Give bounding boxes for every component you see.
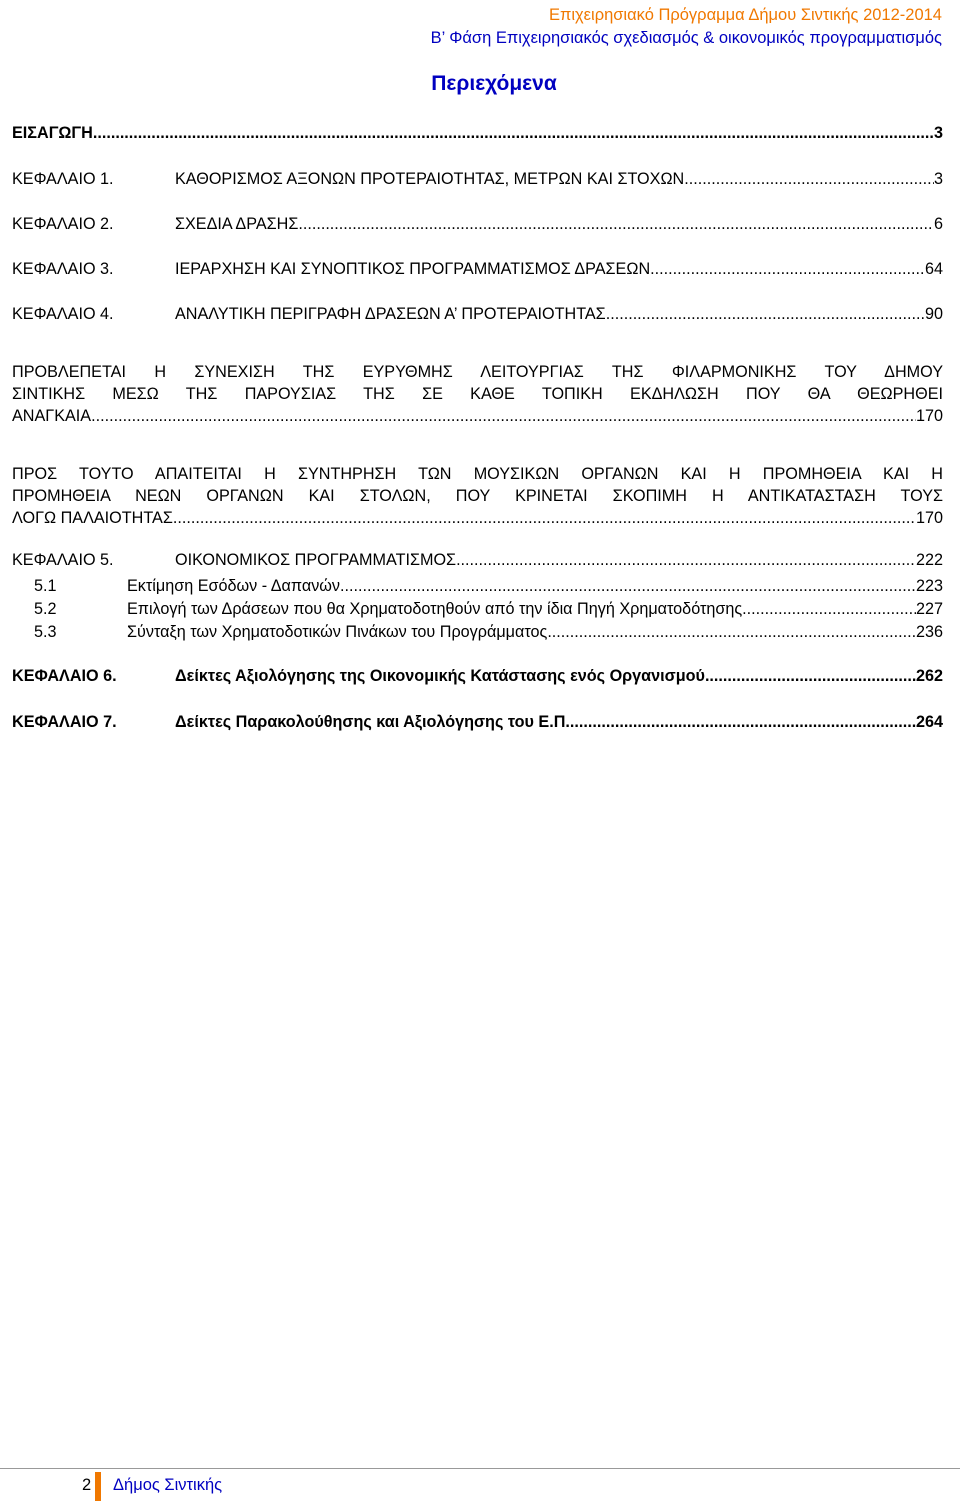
toc-entry-line: ΛΟΓΩ ΠΑΛΑΙΟΤΗΤΑΣ.	[12, 509, 178, 527]
toc-title: Περιεχόμενα	[431, 72, 557, 95]
toc-entry-text: Δείκτες Παρακολούθησης και Αξιολόγησης του Ε.Π.	[175, 713, 570, 731]
dot-leader	[93, 124, 934, 143]
toc-entry-page: 170	[915, 407, 943, 425]
dot-leader	[742, 600, 916, 619]
toc-entry-text: ΣΧΕΔΙΑ ΔΡΑΣΗΣ	[175, 215, 299, 233]
footer-municipality: Δήμος Σιντικής	[113, 1476, 223, 1494]
chapter-number: ΚΕΦΑΛΑΙΟ 3.	[12, 260, 114, 278]
toc-entry-text: ΑΝΑΛΥΤΙΚΗ ΠΕΡΙΓΡΑΦΗ ΔΡΑΣΕΩΝ Α’ ΠΡΟΤΕΡΑΙΟΤΗΤΑΣ	[175, 305, 606, 323]
chapter-number: ΚΕΦΑΛΑΙΟ 5.	[12, 551, 114, 569]
chapter-number: ΚΕΦΑΛΑΙΟ 7.	[12, 713, 117, 731]
dot-leader	[298, 215, 934, 234]
dot-leader	[606, 305, 925, 324]
toc-entry-section-5-2[interactable]	[34, 600, 943, 619]
toc-entry-section-5-3[interactable]	[34, 623, 943, 642]
section-number: 5.3	[34, 623, 57, 641]
toc-entry-text: Δείκτες Αξιολόγησης της Οικονομικής Κατάστασης ενός Οργανισμού	[175, 667, 705, 685]
dot-leader	[96, 405, 916, 427]
toc-entry-page: 262	[915, 667, 943, 685]
header-phase-title: Β’ Φάση Επιχειρησιακός σχεδιασμός & οικονομικός προγραμματισμός	[430, 29, 942, 47]
dot-leader	[650, 260, 925, 279]
section-number: 5.1	[34, 577, 57, 595]
toc-entry-line: ΑΝΑΓΚΑΙΑ.	[12, 407, 96, 425]
toc-entry-text: Επιλογή των Δράσεων που θα Χρηματοδοτηθούν από την ίδια Πηγή Χρηματοδότησης	[127, 600, 743, 618]
toc-entry-chapter-6[interactable]	[12, 667, 943, 686]
chapter-number: ΚΕΦΑΛΑΙΟ 1.	[12, 170, 114, 188]
toc-entry-chapter-7[interactable]	[12, 713, 943, 732]
dot-leader	[456, 551, 916, 570]
toc-entry-page: 223	[915, 577, 943, 595]
dot-leader	[684, 170, 934, 189]
toc-entry-page: 90	[924, 305, 943, 323]
toc-entry-chapter-2[interactable]	[12, 215, 943, 234]
toc-entry-last-line	[12, 405, 943, 427]
header-program-title: Επιχειρησιακό Πρόγραμμα Δήμου Σιντικής 2012-2014	[548, 6, 942, 24]
toc-entry-text: ΟΙΚΟΝΟΜΙΚΟΣ ΠΡΟΓΡΑΜΜΑΤΙΣΜΟΣ	[175, 551, 457, 569]
toc-entry-line: ΠΡΟΜΗΘΕΙΑ ΝΕΩΝ ΟΡΓΑΝΩΝ ΚΑΙ ΣΤΟΛΩΝ, ΠΟΥ ΚΡΙΝΕΤΑΙ ΣΚΟΠΙΜΗ Η ΑΝΤΙΚΑΤΑΣΤΑΣΗ ΤΟΥΣ	[12, 487, 943, 505]
chapter-number: ΚΕΦΑΛΑΙΟ 4.	[12, 305, 114, 323]
footer-rule	[0, 1468, 960, 1469]
toc-entry-text: Σύνταξη των Χρηματοδοτικών Πινάκων του Προγράμματος	[127, 623, 548, 641]
toc-entry-text: ΙΕΡΑΡΧΗΣΗ ΚΑΙ ΣΥΝΟΠΤΙΚΟΣ ΠΡΟΓΡΑΜΜΑΤΙΣΜΟΣ ΔΡΑΣΕΩΝ	[175, 260, 651, 278]
toc-entry-chapter-3[interactable]	[12, 260, 943, 279]
toc-entry-instruments[interactable]	[12, 463, 943, 529]
toc-entry-text: ΚΑΘΟΡΙΣΜΟΣ ΑΞΟΝΩΝ ΠΡΟΤΕΡΑΙΟΤΗΤΑΣ, ΜΕΤΡΩΝ ΚΑΙ ΣΤΟΧΩΝ	[175, 170, 685, 188]
toc-entry-chapter-1[interactable]	[12, 170, 943, 189]
toc-entry-chapter-5[interactable]	[12, 551, 943, 570]
dot-leader	[177, 507, 916, 529]
dot-leader	[547, 623, 916, 642]
toc-entry-page: 6	[933, 215, 943, 233]
toc-entry-page: 236	[915, 623, 943, 641]
footer-page-number: 2	[82, 1476, 92, 1494]
toc-entry-line: ΣΙΝΤΙΚΗΣ ΜΕΣΩ ΤΗΣ ΠΑΡΟΥΣΙΑΣ ΤΗΣ ΣΕ ΚΑΘΕ ΤΟΠΙΚΗ ΕΚΔΗΛΩΣΗ ΠΟΥ ΘΑ ΘΕΩΡΗΘΕΙ	[12, 385, 943, 403]
toc-entry-page: 264	[915, 713, 943, 731]
dot-leader	[340, 577, 916, 596]
section-number: 5.2	[34, 600, 57, 618]
toc-entry-line: ΠΡΟΣ ΤΟΥΤΟ ΑΠΑΙΤΕΙΤΑΙ Η ΣΥΝΤΗΡΗΣΗ ΤΩΝ ΜΟΥΣΙΚΩΝ ΟΡΓΑΝΩΝ ΚΑΙ Η ΠΡΟΜΗΘΕΙΑ ΚΑΙ Η	[12, 465, 943, 483]
toc-entry-last-line	[12, 507, 943, 529]
toc-entry-page: 222	[915, 551, 943, 569]
chapter-number: ΚΕΦΑΛΑΙΟ 2.	[12, 215, 114, 233]
toc-entry-section-5-1[interactable]	[34, 577, 943, 596]
toc-entry-line: ΠΡΟΒΛΕΠΕΤΑΙ Η ΣΥΝΕΧΙΣΗ ΤΗΣ ΕΥΡΥΘΜΗΣ ΛΕΙΤΟΥΡΓΙΑΣ ΤΗΣ ΦΙΛΑΡΜΟΝΙΚΗΣ ΤΟΥ ΔΗΜΟΥ	[12, 363, 943, 381]
toc-entry-page: 3	[933, 124, 943, 142]
toc-entry-philharmonic[interactable]	[12, 361, 943, 427]
toc-entry-text: Εκτίμηση Εσόδων - Δαπανών	[127, 577, 341, 595]
footer-accent-bar	[95, 1472, 101, 1501]
toc-entry-intro[interactable]	[12, 124, 943, 143]
dot-leader	[570, 713, 916, 732]
page-footer	[0, 1468, 960, 1502]
toc-entry-page: 170	[915, 509, 943, 527]
toc-entry-chapter-4[interactable]	[12, 305, 943, 324]
toc-entry-page: 64	[924, 260, 943, 278]
running-header	[431, 4, 942, 50]
dot-leader	[705, 667, 916, 686]
toc-entry-page: 227	[915, 600, 943, 618]
toc-entry-page: 3	[933, 170, 943, 188]
chapter-number: ΚΕΦΑΛΑΙΟ 6.	[12, 667, 117, 685]
toc-entry-text: ΕΙΣΑΓΩΓΗ	[12, 124, 93, 142]
